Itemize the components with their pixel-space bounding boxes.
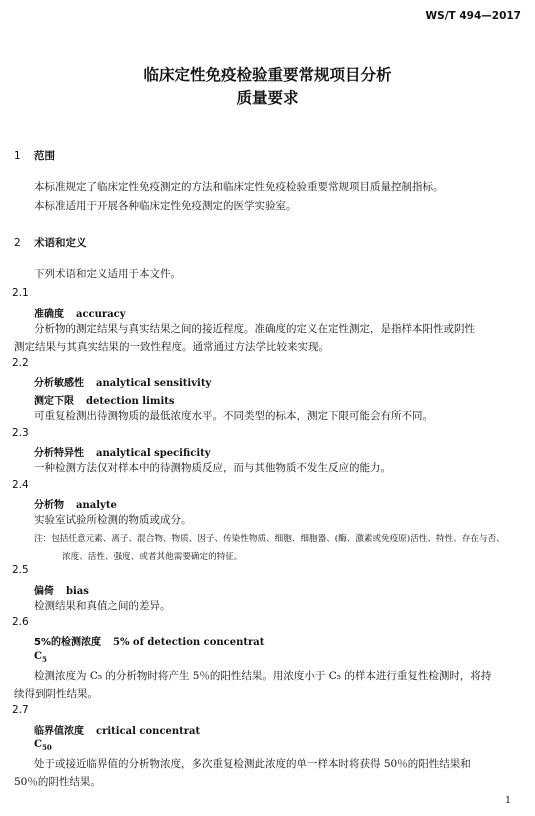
term-zh: 分析敏感性 — [34, 378, 84, 389]
term-detection-limits — [34, 392, 175, 407]
section-number: 2 — [14, 237, 21, 249]
term-en: analyte — [76, 500, 117, 511]
clause-number: 2.2 — [12, 357, 29, 369]
term-zh: 分析物 — [34, 500, 64, 511]
definition-line: 实验室试验所检测的物质或成分。 — [34, 514, 192, 526]
definition-line: 可重复检测出待测物质的最低浓度水平。不同类型的标本，测定下限可能会有所不同。 — [34, 410, 433, 422]
term-analyte — [34, 496, 117, 511]
symbol-subscript: 50 — [41, 743, 52, 752]
term-zh: 偏倚 — [34, 586, 54, 597]
definition-line: 一种检测方法仅对样本中的待测物质反应，而与其他物质不发生反应的能力。 — [34, 462, 391, 474]
definition-line: 50％的阴性结果。 — [14, 776, 101, 788]
term-zh: 5%的检测浓度 — [34, 637, 101, 648]
section-heading-scope — [14, 148, 55, 163]
document-title-line2: 质量要求 — [236, 89, 299, 107]
term-en: critical concentrat — [96, 726, 201, 737]
term-analytical-sensitivity — [34, 374, 211, 389]
symbol-letter: C — [34, 651, 42, 662]
scope-paragraph-2: 本标准适用于开展各种临床定性免疫测定的医学实验室。 — [34, 200, 297, 212]
term-analytical-specificity — [34, 444, 211, 459]
definition-line: 分析物的测定结果与真实结果之间的接近程度。准确度的定义在定性测定，是指样本阳性或阴性 — [34, 323, 475, 335]
note-line: 注：包括任意元素、离子、混合物、物质、因子、传染性物质、细胞、细胞器、(酶、激素或免疫原)活性、特性、存在与否、 — [34, 534, 505, 544]
section-title: 范围 — [34, 150, 55, 162]
page-number: 1 — [504, 795, 511, 806]
term-en: bias — [66, 586, 89, 597]
term-c5 — [34, 633, 264, 648]
clause-number: 2.1 — [12, 287, 29, 299]
definition-line: 检测浓度为 C₅ 的分析物时将产生 5％的阳性结果。用浓度小于 C₅ 的样本进行重复性检测时，将持 — [34, 670, 492, 682]
definition-line: 续得到阴性结果。 — [14, 688, 98, 700]
term-accuracy — [34, 305, 126, 320]
section-title: 术语和定义 — [34, 237, 87, 249]
symbol-letter: C — [34, 739, 42, 750]
clause-number: 2.6 — [12, 616, 29, 628]
term-c50 — [34, 722, 200, 737]
definition-line: 处于或接近临界值的分析物浓度，多次重复检测此浓度的单一样本时将获得 50％的阳性结果和 — [34, 758, 471, 770]
term-symbol — [34, 651, 47, 664]
note-line: 浓度、活性、强度、或者其他需要确定的特征。 — [62, 552, 243, 562]
term-en: 5% of detection concentrat — [112, 637, 265, 648]
clause-number: 2.4 — [12, 479, 29, 491]
clause-number: 2.3 — [12, 427, 29, 439]
term-zh: 分析特异性 — [34, 448, 84, 459]
term-en: accuracy — [76, 309, 126, 320]
term-en: analytical sensitivity — [96, 378, 212, 389]
document-title-line1: 临床定性免疫检验重要常规项目分析 — [143, 66, 392, 84]
term-zh: 测定下限 — [34, 396, 74, 407]
definition-line: 检测结果和真值之间的差异。 — [34, 600, 171, 612]
term-zh: 临界值浓度 — [34, 726, 84, 737]
clause-number: 2.5 — [12, 564, 29, 576]
clause-number: 2.7 — [12, 704, 29, 716]
scope-paragraph-1: 本标准规定了临床定性免疫测定的方法和临床定性免疫检验重要常规项目质量控制指标。 — [34, 181, 444, 193]
definition-line: 测定结果与其真实结果的一致性程度。通常通过方法学比较来实现。 — [14, 341, 329, 353]
term-en: detection limits — [86, 396, 175, 407]
term-en: analytical specificity — [96, 448, 211, 459]
term-zh: 准确度 — [34, 309, 64, 320]
term-bias — [34, 582, 89, 597]
term-symbol — [34, 739, 52, 752]
section-heading-terms — [14, 235, 87, 250]
terms-intro: 下列术语和定义适用于本文件。 — [34, 268, 181, 280]
section-number: 1 — [14, 150, 21, 162]
symbol-subscript: 5 — [41, 655, 47, 664]
standard-code: WS/T 494—2017 — [425, 10, 521, 22]
